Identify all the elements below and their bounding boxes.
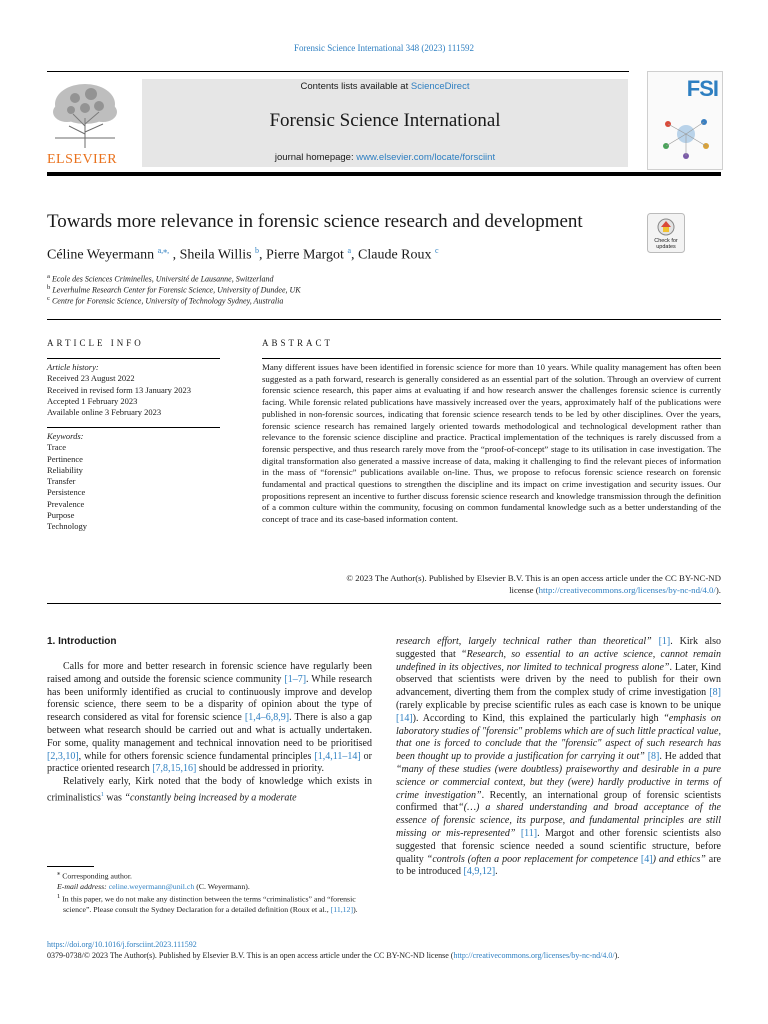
citation-link[interactable]: [8] xyxy=(709,687,721,699)
author-marks[interactable]: b xyxy=(255,246,260,255)
quote-run: “many of these studies (were doubtless) praiseworthy and desirable in a pure science or commercial context, but they (were) hardly productive in terms of crime investigation” xyxy=(396,763,721,801)
text-run: . Kirk also suggested that xyxy=(396,636,721,660)
header-rule xyxy=(47,71,629,72)
text-run: should be addressed in priority. xyxy=(196,763,325,775)
affiliation xyxy=(47,295,283,306)
footnote-link[interactable]: 1 xyxy=(100,791,104,798)
keyword: Prevalence xyxy=(47,498,85,509)
article-info-heading: ARTICLE INFO xyxy=(47,338,144,348)
license-prefix: license ( xyxy=(509,584,539,595)
header-thick-rule xyxy=(47,172,721,176)
license-suffix: ). xyxy=(715,584,721,595)
text-run: . Recently, an international group of forensic scientists confirmed that xyxy=(396,789,721,814)
citation-link[interactable]: [7,8,15,16] xyxy=(152,763,197,775)
email-link[interactable]: celine.weyermann@unil.ch xyxy=(108,881,195,891)
affiliation-text: Centre for Forensic Science, University of Technology Sydney, Australia xyxy=(51,296,284,306)
text-run: , while for others forensic science fundamental principles xyxy=(78,750,315,762)
check-for-updates-badge[interactable] xyxy=(647,213,685,253)
homepage-line xyxy=(142,152,628,163)
text-run: (rarely explicable by precise scientific rules as each case is known to be unique xyxy=(396,699,721,711)
text-run: . Margot and other forensic scientists also suggested that forensic science needed a sound scientific structure, before quality xyxy=(396,827,722,865)
author-name[interactable]: Pierre Margot xyxy=(266,247,344,263)
text-run: . Later, Kind observed that scientists were driven by the need to publish for their own advancement, diverting them from the complex study of crime investigation xyxy=(396,661,721,699)
affiliation-mark: a xyxy=(47,273,50,280)
text-run: . xyxy=(495,866,498,878)
author-name[interactable]: Claude Roux xyxy=(358,247,432,263)
elsevier-logo xyxy=(45,78,125,167)
issn-text: 0379-0738/© 2023 The Author(s). Published by Elsevier B.V. This is an open access article under the CC BY-NC-ND license ( xyxy=(47,951,454,960)
keyword: Transfer xyxy=(47,476,76,487)
quote-run: “controls (often a poor replacement for competence xyxy=(426,853,641,865)
history-label: Article history: xyxy=(47,362,99,372)
homepage-prefix: journal homepage: xyxy=(274,152,357,163)
article-history xyxy=(47,362,191,418)
citation-link[interactable]: [1,4,11–14] xyxy=(314,750,361,762)
citation-link[interactable]: [11] xyxy=(520,827,538,839)
author-name[interactable]: Céline Weyermann xyxy=(47,247,155,263)
keyword: Pertinence xyxy=(47,453,83,464)
author-name[interactable]: Sheila Willis xyxy=(179,247,252,263)
cover-title: FSI xyxy=(686,76,718,101)
sciencedirect-link[interactable]: ScienceDirect xyxy=(410,81,470,92)
citation-link[interactable]: [14] xyxy=(396,712,413,724)
footnote-text: ). xyxy=(353,904,358,914)
journal-cover[interactable] xyxy=(647,71,723,170)
check-updates-label: Check for updates xyxy=(654,238,678,250)
license-link[interactable]: http://creativecommons.org/licenses/by-nc-nd/4.0/ xyxy=(453,951,615,960)
affiliation-mark: b xyxy=(47,284,51,291)
footnote-text: (C. Weyermann). xyxy=(194,881,250,891)
author-list xyxy=(47,246,439,264)
text-run: ). According to Kind, this explained the particularly high xyxy=(412,712,664,724)
cover-artwork-icon xyxy=(648,72,722,169)
text-run: Relatively early, Kirk noted that the body of knowledge which exists in criminalistics xyxy=(47,776,372,804)
citation-link[interactable]: [4,9,12] xyxy=(463,866,496,878)
body-column-right xyxy=(396,636,721,879)
section-rule xyxy=(47,603,721,604)
contents-line xyxy=(142,81,628,92)
keyword: Reliability xyxy=(47,464,83,475)
footnote-mark: 1 xyxy=(57,893,61,900)
quote-run: “Research, so essential to an active science, cannot remain undefined in its objectives, nor limited to technical progress alone” xyxy=(396,648,721,673)
footnote-rule xyxy=(47,866,94,867)
copyright-notice xyxy=(262,573,721,596)
author-separator: , xyxy=(259,247,263,263)
history-item: Accepted 1 February 2023 xyxy=(47,395,138,406)
affiliation xyxy=(47,284,301,295)
email-label: E-mail address: xyxy=(57,881,109,891)
footnote-text: Corresponding author. xyxy=(62,871,132,881)
affiliation-text: Leverhulme Research Center for Forensic Science, University of Dundee, UK xyxy=(52,285,301,295)
author-marks[interactable]: c xyxy=(435,246,439,255)
history-item: Received in revised form 13 January 2023 xyxy=(47,384,191,395)
journal-title: Forensic Science International xyxy=(269,110,501,131)
footnote-text: In this paper, we do not make any distinction between the terms “criminalistics” and “forensic science”. Please consult the Sydney Declaration for a detailed definition (Roux et al., xyxy=(62,894,356,914)
body-column-left xyxy=(47,661,372,805)
paragraph xyxy=(47,776,372,805)
keyword: Trace xyxy=(47,442,67,453)
license-link[interactable]: http://creativecommons.org/licenses/by-nc-nd/4.0/ xyxy=(538,584,716,595)
affiliation xyxy=(47,273,273,284)
abstract-heading: ABSTRACT xyxy=(262,338,334,348)
paragraph xyxy=(47,661,372,776)
text-run: was xyxy=(103,792,125,804)
keyword: Persistence xyxy=(47,487,86,498)
text-run: . There is also a gap between what research should be carried out and what is actually undertaken. For some, quality management and technical innovation need to be prioritised xyxy=(47,712,372,749)
paragraph xyxy=(396,636,721,879)
license-line xyxy=(262,585,721,597)
footnote-1 xyxy=(47,892,372,915)
quote-run: “emphasis on laboratory studies of "forensic" problems which are of such little practical value, that one is forced to conclude that the "forensic" aspect of such research has been thought up to provide a justification for carrying it out” xyxy=(396,712,721,763)
footnote-email xyxy=(47,882,372,892)
citation-link[interactable]: [4] xyxy=(640,853,653,865)
quote-run: research effort, largely technical rather than theoretical” xyxy=(396,636,652,647)
author-separator: , xyxy=(351,247,355,263)
journal-reference[interactable]: Forensic Science International 348 (2023) 111592 xyxy=(293,43,475,53)
copyright-line: © 2023 The Author(s). Published by Elsevier B.V. This is an open access article under the CC BY-NC-ND xyxy=(346,573,721,583)
author-separator: , xyxy=(172,247,177,263)
info-rule xyxy=(47,427,220,428)
keyword: Purpose xyxy=(47,510,75,521)
history-item: Received 23 August 2022 xyxy=(47,373,135,384)
citation-link[interactable]: [1,4–6,8,9] xyxy=(244,712,290,724)
author-marks[interactable]: a,⁎, xyxy=(157,246,170,255)
section-heading: 1. Introduction xyxy=(47,636,117,647)
abstract-text: Many different issues have been identified in forensic science for more than 10 years. While quality management has often been suggested as a path forward, research is generally considered as an essential part of the solution. Through an overview of current forensic science research, this paper aims at evaluating if and how research answer the challenges forensic science is currently facing. While forensic related publications have massively increased over the years, approximately half of the publications were published in non-forensic sources, indicating that forensic science research tends to be led by other disciplines. Over the years, forensic science research has remained largely oriented towards methodological and technological development rather than relevance to the forensic science discipline and practice. Practical implementation of the techniques is rarely discussed from a forensic perspective, and thus research rarely move from the “proof-of-concept” stage to its utilisation in case investigation. The digital transformation also generated a massive increase of data, making it challenging to find the relevant pieces of information in the mass of “forensic” publications available on-line. Thus, we propose to refocus forensic science research on forensic fundamental and practical questions to strengthen the discipline and its impact on crime investigation and security issues. Our propositions represent an incentive to further discuss forensic science research and knowledge transmission through the definition of a common culture within the community, focusing on common fundamental knowledge such as a better understanding of the concept of trace and its case-based information content. xyxy=(262,362,721,525)
citation-link[interactable]: [8] xyxy=(647,751,660,763)
text-run: . He added that xyxy=(659,751,722,763)
footnotes xyxy=(47,869,372,915)
elsevier-wordmark: ELSEVIER xyxy=(47,152,118,167)
tree-logo-icon xyxy=(45,78,125,150)
keyword: Technology xyxy=(47,521,88,532)
citation-link[interactable]: [1] xyxy=(658,636,671,647)
section-rule xyxy=(47,319,721,320)
text-run: . While research has been uniformly identified as crucial to continuously improve and develop forensic science, there seem to be a disparity of opinion about the type of research considered as vital for forensic science xyxy=(47,673,372,724)
text-run: or practice oriented research xyxy=(47,750,372,775)
affiliation-mark: c xyxy=(47,295,50,302)
citation-link[interactable]: [2,3,10] xyxy=(47,750,79,762)
citation-link[interactable]: [1–7] xyxy=(284,673,307,685)
author-marks[interactable]: a xyxy=(347,246,351,255)
footnote-corresponding xyxy=(47,869,372,882)
doi-link[interactable]: https://doi.org/10.1016/j.forsciint.2023.111592 xyxy=(47,940,197,949)
info-rule xyxy=(47,358,220,359)
footnote-mark: ⁎ xyxy=(57,870,61,877)
quote-run: “constantly being increased by a moderate xyxy=(124,792,297,804)
quote-run: ) and ethics” xyxy=(652,853,706,865)
abstract-rule xyxy=(262,358,721,359)
quote-run: “(…) a shared understanding and broad acceptance of the essence of forensic science, its purpose, and fundamental principles are still missing or mis-represented” xyxy=(396,802,721,839)
issn-line xyxy=(47,951,721,960)
history-item: Available online 3 February 2023 xyxy=(47,407,162,418)
contents-prefix: Contents lists available at xyxy=(300,81,411,92)
homepage-link[interactable]: www.elsevier.com/locate/forsciint xyxy=(356,152,496,163)
text-run: are to be introduced xyxy=(396,853,721,878)
affiliation-text: Ecole des Sciences Criminelles, Université de Lausanne, Switzerland xyxy=(51,274,274,284)
issn-suffix: ). xyxy=(614,951,620,960)
article-title: Towards more relevance in forensic science research and development xyxy=(47,211,583,232)
keywords-label: Keywords: xyxy=(47,431,84,441)
keywords xyxy=(47,431,87,533)
text-run: Calls for more and better research in forensic science have regularly been raised among and outside the forensic science community xyxy=(47,661,372,685)
citation-link[interactable]: [11,12] xyxy=(330,904,354,914)
